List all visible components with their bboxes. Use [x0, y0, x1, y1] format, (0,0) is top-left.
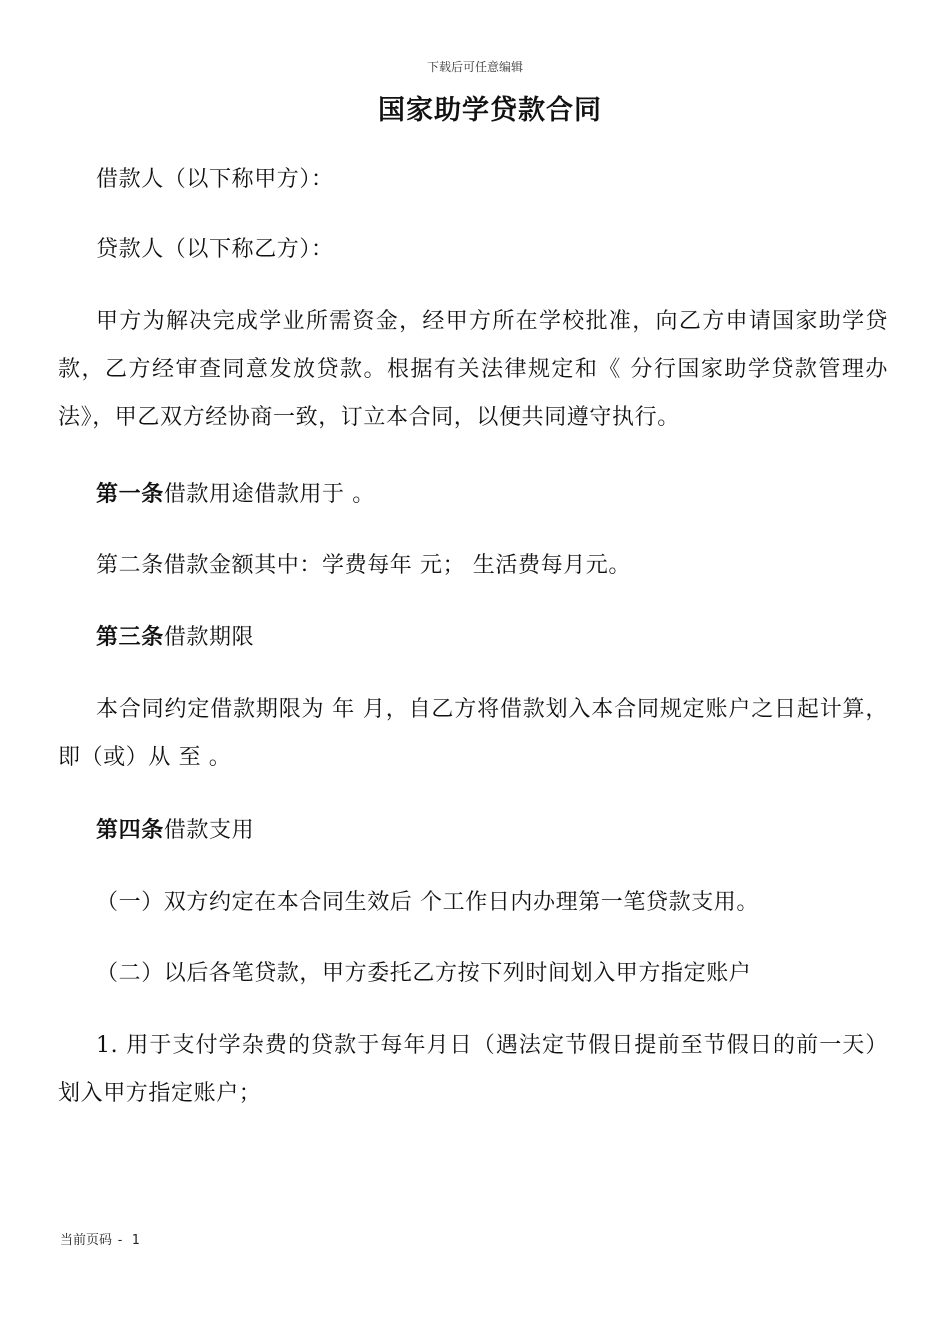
article-3-heading: 第三条	[96, 624, 164, 650]
article-2: 第二条借款金额其中：学费每年 元； 生活费每月元。	[96, 553, 631, 578]
article-3-body: 本合同约定借款期限为 年 月，自乙方将借款划入本合同规定账户之日起计算，即（或）从 至 。	[58, 697, 888, 770]
intro-paragraph: 甲方为解决完成学业所需资金，经甲方所在学校批准，向乙方申请国家助学贷款，乙方经审查同意发放贷款。根据有关法律规定和《 分行国家助学贷款管理办法》，甲乙双方经协商一致，订立本合同，以便共同遵守执行。	[58, 309, 888, 430]
page-footer	[60, 1229, 140, 1248]
page-number: - 1	[116, 1233, 140, 1248]
lender-line: 贷款人（以下称乙方）：	[96, 237, 334, 262]
article-4-item-1: （一）双方约定在本合同生效后 个工作日内办理第一笔贷款支用。	[96, 890, 759, 915]
article-3	[58, 613, 888, 662]
header-note: 下载后可任意编辑	[426, 60, 523, 74]
article-4-item-2: （二）以后各笔贷款，甲方委托乙方按下列时间划入甲方指定账户	[96, 961, 752, 986]
document-title: 国家助学贷款合同	[378, 95, 602, 126]
article-4-text: 借款支用	[163, 818, 255, 843]
article-1	[58, 470, 888, 519]
article-1-heading: 第一条	[96, 481, 164, 507]
article-4-heading: 第四条	[96, 817, 164, 843]
article-4-sub-1: 1. 用于支付学杂费的贷款于每年月日（遇法定节假日提前至节假日的前一天）划入甲方指定账户；	[58, 1033, 888, 1106]
borrower-line: 借款人（以下称甲方）：	[96, 167, 334, 192]
article-3-text: 借款期限	[163, 625, 255, 650]
article-4	[58, 806, 888, 855]
article-1-text: 借款用途借款用于 。	[163, 482, 375, 507]
footer-label: 当前页码	[60, 1233, 113, 1248]
